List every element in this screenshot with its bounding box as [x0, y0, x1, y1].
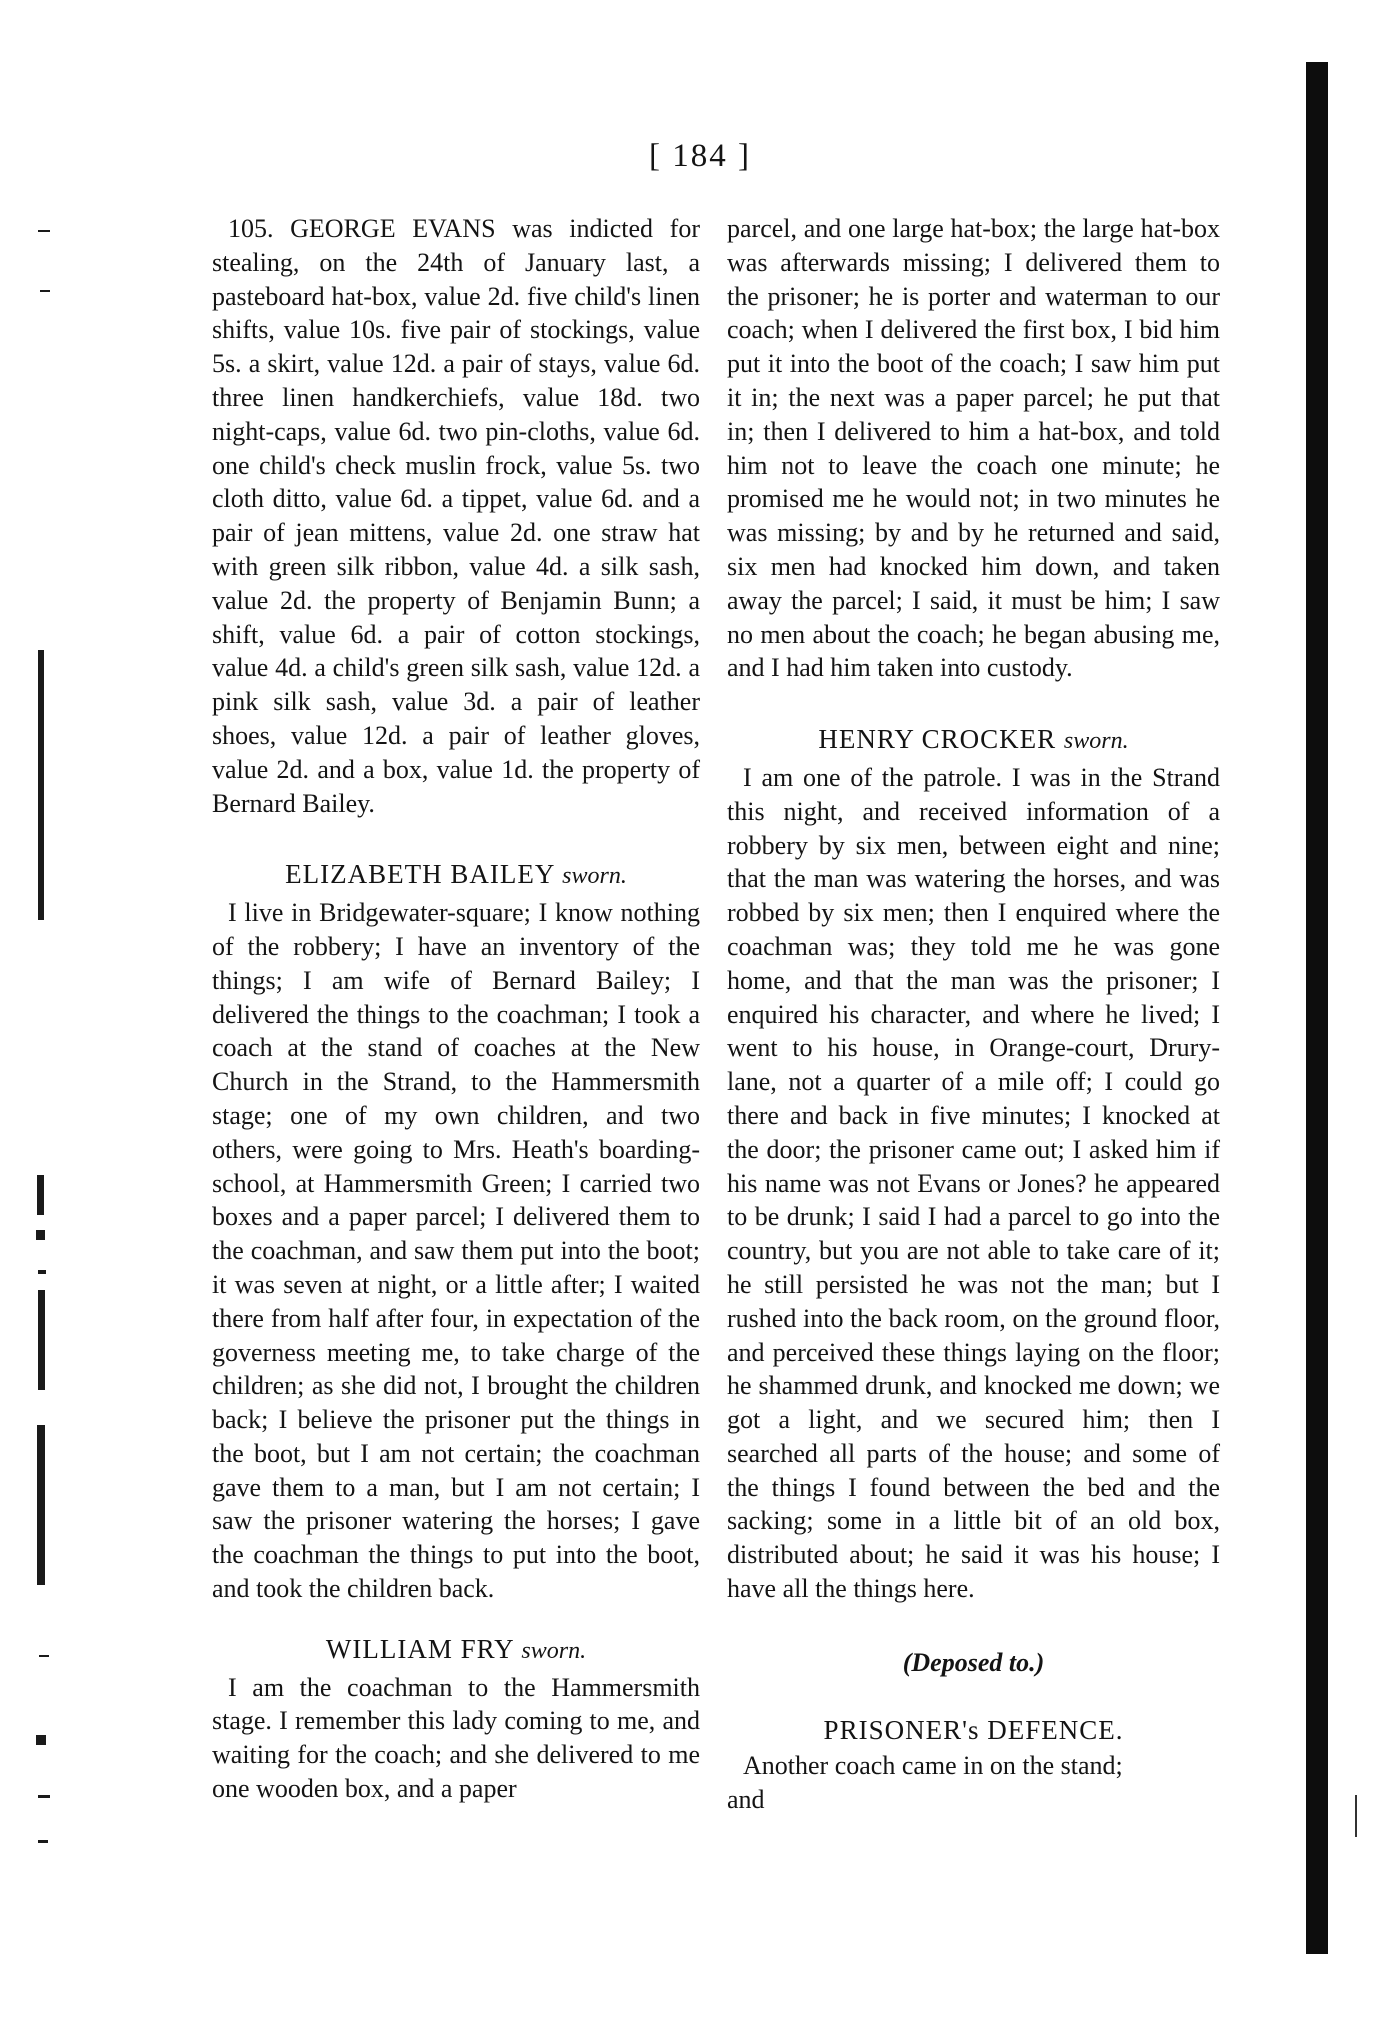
catchword: and [727, 1785, 765, 1815]
edge-mark [40, 290, 50, 292]
testimony-continuation: parcel, and one large hat-box; the large hat-box was afterwards missing; I delivered them to the prisoner; he is porter and waterman to our coach; when I delivered the first box, I bid him put it into the boot of the coach; I saw him put it in; the next was a paper parcel; he put that in; then I delivered to him a hat-box, and told him not to leave the coach one minute; he promised me he would not; in two minutes he was missing; by and by he returned and said, six men had knocked him down, and taken away the parcel; I said, it must be him; I saw no men about the coach; he began abusing me, and I had him taken into custody. [727, 214, 1220, 683]
edge-mark [36, 1735, 46, 1745]
deposed-note: (Deposed to.) [902, 1647, 1045, 1677]
witness-heading-henry-crocker [727, 723, 1220, 759]
witness-heading-william-fry [212, 1633, 700, 1669]
edge-mark [37, 1425, 45, 1585]
defence-heading: PRISONER's DEFENCE. [823, 1714, 1124, 1745]
testimony-henry-crocker: I am one of the patrole. I was in the Strand this night, and received information of a robbery by six men, between eight and nine; that the man was watering the horses, and was robbed by six men; then I enquired where the coachman was; they told me he was gone home, and that the man was the prisoner; I enquired his character, and where he lived; I went to his house, in Orange-court, Drury-lane, not a quarter of a mile off; I could go there and back in five minutes; I knocked at the door; the prisoner came out; I asked him if his name was not Evans or Jones? he appeared to be drunk; I said I had a parcel to go into the country, but you are not able to take care of it; he still persisted he was not the man; but I rushed into the back room, on the ground floor, and perceived these things laying on the floor; he shammed drunk, and knocked me down; we got a light, and we secured him; then I searched all parts of the house; and some of the things I found between the bed and the sacking; some in a little bit of an old box, distributed about; he said it was his house; I have all the things here. [727, 762, 1220, 1604]
page-number: [ 184 ] [649, 138, 751, 174]
sworn-label: sworn. [1063, 728, 1129, 755]
testimony-elizabeth-bailey: I live in Bridgewater-square; I know nothing of the robbery; I have an inventory of the things; I am wife of Bernard Bailey; I delivered the things to the coachman; I took a coach at the stand of coaches at the New Church in the Strand, to the Hammersmith stage; one of my own children, and two others, were going to Mrs. Heath's boarding-school, at Hammersmith Green; I carried two boxes and a paper parcel; I delivered them to the coachman, and saw them put into the boot; it was seven at night, or a little after; I waited there from half after four, in expectation of the governess meeting me, to take charge of the children; as she did not, I brought the children back; I believe the prisoner put the things in the boot, but I am not certain; the coachman gave them to a man, but I am not certain; I saw the prisoner watering the horses; I gave the coachman the things to put into the boot, and took the children back. [212, 898, 700, 1604]
left-column [212, 212, 700, 1806]
edge-mark [38, 1270, 46, 1274]
edge-mark [38, 1795, 50, 1798]
indictment-paragraph: 105. GEORGE EVANS was indicted for stealing, on the 24th of January last, a pasteboard hat-box, value 2d. five child's linen shifts, value 10s. five pair of stockings, value 5s. a skirt, value 12d. a pair of stays, value 6d. three linen handkerchiefs, value 18d. two night-caps, value 6d. two pin-cloths, value 6d. one child's check muslin frock, value 5s. two cloth ditto, value 6d. a tippet, value 6d. and a pair of jean mittens, value 2d. one straw hat with green silk ribbon, value 4d. a silk sash, value 2d. the property of Benjamin Bunn; a shift, value 6d. a pair of cotton stockings, value 4d. a child's green silk sash, value 12d. a pink silk sash, value 3d. a pair of leather shoes, value 12d. a pair of leather gloves, value 2d. and a box, value 1d. the property of Bernard Bailey. [212, 214, 700, 818]
edge-mark [37, 1175, 44, 1215]
defence-text: Another coach came in on the stand; [743, 1751, 1123, 1781]
edge-mark [38, 1290, 45, 1390]
witness-name: ELIZABETH BAILEY [285, 859, 555, 890]
sworn-label: sworn. [562, 863, 627, 890]
edge-mark [36, 1230, 45, 1240]
binding-shadow [1306, 62, 1328, 1954]
edge-mark [1355, 1795, 1357, 1837]
scan-edge-marks [30, 200, 60, 1900]
witness-heading-elizabeth-bailey [212, 858, 700, 894]
witness-name: HENRY CROCKER [818, 724, 1057, 755]
edge-mark [38, 230, 50, 232]
edge-mark [39, 1655, 49, 1657]
edge-mark [38, 650, 44, 920]
edge-mark [38, 1840, 48, 1843]
witness-name: WILLIAM FRY [325, 1633, 514, 1664]
testimony-william-fry: I am the coachman to the Hammersmith stage. I remember this lady coming to me, and waiting for the coach; and she delivered to me one wooden box, and a paper [212, 1672, 700, 1804]
right-column [727, 212, 1220, 1817]
sworn-label: sworn. [521, 1637, 587, 1664]
